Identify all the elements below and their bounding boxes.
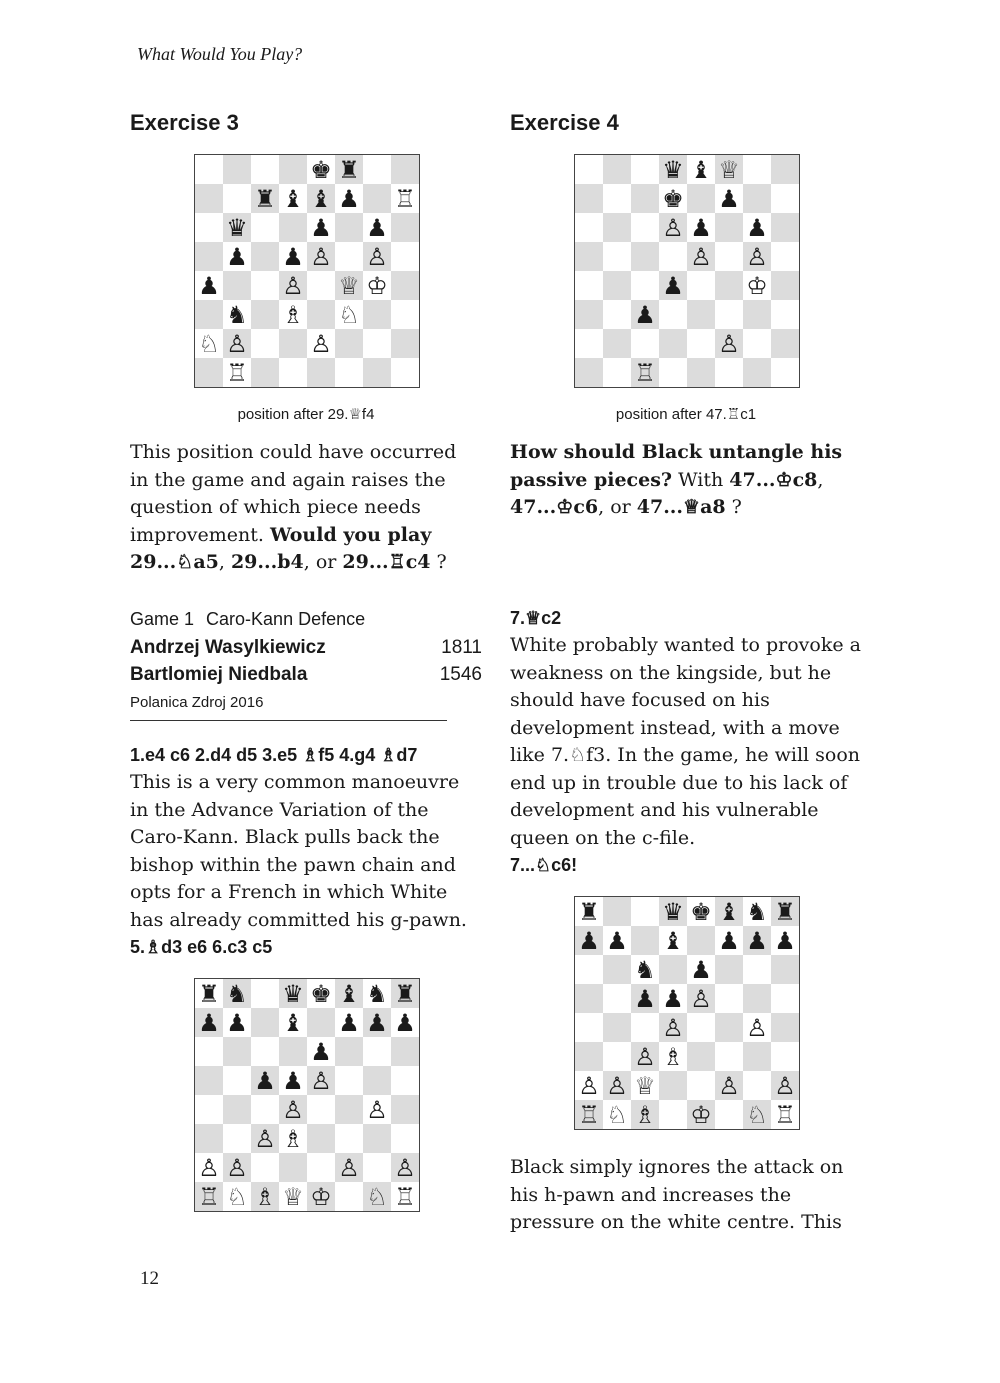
board-square	[631, 213, 659, 242]
exercise-4-title: Exercise 4	[510, 110, 619, 135]
white-pawn-icon: ♙	[279, 271, 307, 300]
board-square	[575, 300, 603, 329]
black-pawn-icon: ♟	[251, 1066, 279, 1095]
board-square	[223, 1124, 251, 1153]
white-pawn-icon: ♙	[195, 1153, 223, 1182]
board-square	[391, 1124, 419, 1153]
black-pawn-icon: ♟	[335, 184, 363, 213]
game-title	[130, 606, 482, 634]
board-square	[307, 300, 335, 329]
board-square	[575, 955, 603, 984]
board-square	[279, 1153, 307, 1182]
game-header-divider	[130, 720, 447, 721]
board-square	[195, 1037, 223, 1066]
exercise-4-text: How should Black untangle his passive pieces? With 47...♔c8, 47...♔c6, or 47...♕a8 ?	[510, 441, 843, 518]
board-square	[659, 955, 687, 984]
exercise-3-board	[194, 154, 420, 388]
board-square	[279, 213, 307, 242]
board-square	[251, 329, 279, 358]
black-knight-icon: ♞	[223, 979, 251, 1008]
white-pawn-icon: ♙	[223, 329, 251, 358]
board-square	[743, 184, 771, 213]
board-square	[363, 1124, 391, 1153]
board-square	[575, 184, 603, 213]
white-pawn-icon: ♙	[603, 1071, 631, 1100]
board-square	[715, 1013, 743, 1042]
white-queen-icon: ♕	[631, 1071, 659, 1100]
board-square	[687, 1013, 715, 1042]
board-square	[631, 926, 659, 955]
board-square	[251, 1008, 279, 1037]
board-square	[195, 358, 223, 387]
board-square	[603, 329, 631, 358]
board-square	[363, 1066, 391, 1095]
black-pawn-icon: ♟	[715, 184, 743, 213]
board-square	[715, 984, 743, 1013]
board-square	[603, 955, 631, 984]
game-opening: Caro-Kann Defence	[206, 609, 366, 629]
black-queen-icon: ♛	[223, 213, 251, 242]
move-7-black: 7...♘c6!	[510, 855, 578, 875]
board-square	[251, 155, 279, 184]
position-after-7-board	[574, 896, 800, 1130]
black-bishop-icon: ♝	[279, 184, 307, 213]
black-pawn-icon: ♟	[575, 926, 603, 955]
black-pawn-icon: ♟	[743, 926, 771, 955]
board-square	[279, 1037, 307, 1066]
board-square	[743, 155, 771, 184]
board-square	[391, 358, 419, 387]
board-square	[603, 300, 631, 329]
black-bishop-icon: ♝	[715, 897, 743, 926]
comment-move-7-black: Black simply ignores the attack on his h-pawn and increases the pressure on the white centre. This	[510, 1156, 844, 1233]
black-pawn-icon: ♟	[279, 242, 307, 271]
white-bishop-icon: ♗	[279, 300, 307, 329]
black-bishop-icon: ♝	[279, 1008, 307, 1037]
board-square	[715, 1100, 743, 1129]
white-pawn-icon: ♙	[363, 242, 391, 271]
board-square	[603, 184, 631, 213]
black-pawn-icon: ♟	[335, 1008, 363, 1037]
white-rook-icon: ♖	[223, 358, 251, 387]
board-square	[743, 1071, 771, 1100]
board-square	[195, 1124, 223, 1153]
black-pawn-icon: ♟	[307, 213, 335, 242]
white-queen-icon: ♕	[279, 1182, 307, 1211]
board-square	[687, 271, 715, 300]
board-square	[391, 300, 419, 329]
black-player-row	[130, 661, 482, 689]
board-square	[363, 184, 391, 213]
black-queen-icon: ♛	[659, 897, 687, 926]
board-square	[223, 271, 251, 300]
board-square	[631, 329, 659, 358]
black-pawn-icon: ♟	[195, 1008, 223, 1037]
black-player-name: Bartlomiej Niedbala	[130, 664, 308, 685]
board-square	[391, 1095, 419, 1124]
board-square	[307, 1153, 335, 1182]
board-square	[223, 1037, 251, 1066]
black-bishop-icon: ♝	[687, 155, 715, 184]
board-square	[659, 358, 687, 387]
board-square	[771, 271, 799, 300]
board-square	[251, 358, 279, 387]
white-knight-icon: ♘	[223, 1182, 251, 1211]
black-pawn-icon: ♟	[743, 213, 771, 242]
white-queen-icon: ♕	[335, 271, 363, 300]
board-square	[603, 358, 631, 387]
board-square	[603, 897, 631, 926]
black-pawn-icon: ♟	[659, 271, 687, 300]
white-knight-icon: ♘	[603, 1100, 631, 1129]
board-square	[631, 271, 659, 300]
game-number: Game 1	[130, 609, 195, 629]
board-square	[687, 329, 715, 358]
board-square	[251, 271, 279, 300]
black-pawn-icon: ♟	[771, 926, 799, 955]
white-rook-icon: ♖	[195, 1182, 223, 1211]
white-rook-icon: ♖	[575, 1100, 603, 1129]
black-pawn-icon: ♟	[631, 984, 659, 1013]
board-square	[771, 300, 799, 329]
board-square	[575, 329, 603, 358]
board-square	[363, 1153, 391, 1182]
board-square	[363, 358, 391, 387]
comment-moves-1-4: This is a very common manoeuvre in the Advance Variation of the Caro-Kann. Black pulls back the bishop within the pawn chain and opts for a French in which White has already committed his g-pawn.	[130, 771, 467, 931]
black-pawn-icon: ♟	[363, 213, 391, 242]
white-pawn-icon: ♙	[307, 242, 335, 271]
board-square	[659, 1071, 687, 1100]
black-pawn-icon: ♟	[391, 1008, 419, 1037]
board-square	[743, 984, 771, 1013]
board-square	[251, 213, 279, 242]
board-square	[335, 1095, 363, 1124]
white-pawn-icon: ♙	[771, 1071, 799, 1100]
white-pawn-icon: ♙	[659, 1013, 687, 1042]
white-pawn-icon: ♙	[687, 984, 715, 1013]
comment-move-7: White probably wanted to provoke a weakness on the kingside, but he should have focused on his development instead, with a move like 7.♘f3. In the game, he will soon end up in trouble due to his lack of development and his vulnerable queen on the c-file.	[510, 634, 861, 849]
board-square	[603, 213, 631, 242]
board-square	[335, 1182, 363, 1211]
board-square	[391, 329, 419, 358]
board-square	[771, 184, 799, 213]
white-king-icon: ♔	[307, 1182, 335, 1211]
black-pawn-icon: ♟	[715, 926, 743, 955]
board-square	[687, 1042, 715, 1071]
moves-1-4: 1.e4 c6 2.d4 d5 3.e5 ♗f5 4.g4 ♗d7	[130, 745, 418, 765]
board-square	[335, 329, 363, 358]
board-square	[715, 300, 743, 329]
white-pawn-icon: ♙	[743, 1013, 771, 1042]
board-square	[575, 984, 603, 1013]
board-square	[771, 1013, 799, 1042]
running-head: What Would You Play?	[137, 44, 303, 64]
moves-5-6: 5.♗d3 e6 6.c3 c5	[130, 937, 273, 957]
board-square	[223, 1095, 251, 1124]
board-square	[391, 271, 419, 300]
board-square	[687, 926, 715, 955]
board-square	[279, 358, 307, 387]
board-square	[251, 1037, 279, 1066]
exercise-3-caption: position after 29.♕f4	[237, 406, 375, 423]
white-bishop-icon: ♗	[631, 1100, 659, 1129]
white-pawn-icon: ♙	[251, 1124, 279, 1153]
board-square	[195, 184, 223, 213]
board-square	[771, 358, 799, 387]
black-bishop-icon: ♝	[307, 184, 335, 213]
board-square	[743, 329, 771, 358]
white-king-icon: ♔	[687, 1100, 715, 1129]
board-square	[335, 1037, 363, 1066]
game-header	[130, 606, 482, 717]
white-pawn-icon: ♙	[631, 1042, 659, 1071]
board-square	[335, 1124, 363, 1153]
white-knight-icon: ♘	[335, 300, 363, 329]
board-square	[391, 1037, 419, 1066]
board-square	[659, 1100, 687, 1129]
board-square	[659, 329, 687, 358]
board-square	[575, 1042, 603, 1071]
black-pawn-icon: ♟	[659, 984, 687, 1013]
black-rook-icon: ♜	[251, 184, 279, 213]
board-square	[687, 1071, 715, 1100]
black-pawn-icon: ♟	[363, 1008, 391, 1037]
board-square	[195, 1066, 223, 1095]
position-after-6-board	[194, 978, 420, 1212]
board-square	[279, 155, 307, 184]
board-square	[195, 300, 223, 329]
white-pawn-icon: ♙	[307, 1066, 335, 1095]
board-square	[743, 300, 771, 329]
black-knight-icon: ♞	[223, 300, 251, 329]
white-player-name: Andrzej Wasylkiewicz	[130, 636, 326, 658]
board-square	[251, 300, 279, 329]
white-rook-icon: ♖	[631, 358, 659, 387]
board-square	[251, 1095, 279, 1124]
black-queen-icon: ♛	[279, 979, 307, 1008]
board-square	[603, 1042, 631, 1071]
black-rook-icon: ♜	[575, 897, 603, 926]
black-rook-icon: ♜	[335, 155, 363, 184]
black-king-icon: ♚	[307, 155, 335, 184]
white-pawn-icon: ♙	[335, 1153, 363, 1182]
board-square	[251, 979, 279, 1008]
exercise-3-title: Exercise 3	[130, 110, 239, 135]
board-square	[575, 1013, 603, 1042]
board-square	[715, 955, 743, 984]
black-bishop-icon: ♝	[335, 979, 363, 1008]
board-square	[575, 242, 603, 271]
black-knight-icon: ♞	[363, 979, 391, 1008]
white-knight-icon: ♘	[363, 1182, 391, 1211]
board-square	[771, 213, 799, 242]
board-square	[307, 1124, 335, 1153]
board-square	[307, 1008, 335, 1037]
board-square	[363, 329, 391, 358]
move-7-white: 7.♕c2	[510, 608, 562, 628]
white-bishop-icon: ♗	[279, 1124, 307, 1153]
black-rook-icon: ♜	[771, 897, 799, 926]
white-king-icon: ♔	[363, 271, 391, 300]
white-pawn-icon: ♙	[391, 1153, 419, 1182]
board-square	[335, 1066, 363, 1095]
board-square	[631, 184, 659, 213]
white-pawn-icon: ♙	[363, 1095, 391, 1124]
board-square	[575, 271, 603, 300]
black-knight-icon: ♞	[743, 897, 771, 926]
exercise-3-text: This position could have occurred in the game and again raises the question of which piece needs improvement. Would you play 29...♘a5, 29...b4, or 29...♖c4 ?	[130, 441, 457, 573]
board-square	[391, 155, 419, 184]
white-pawn-icon: ♙	[307, 329, 335, 358]
board-square	[687, 358, 715, 387]
board-square	[307, 271, 335, 300]
white-pawn-icon: ♙	[687, 242, 715, 271]
board-square	[575, 155, 603, 184]
black-bishop-icon: ♝	[659, 926, 687, 955]
black-pawn-icon: ♟	[223, 1008, 251, 1037]
black-pawn-icon: ♟	[279, 1066, 307, 1095]
black-pawn-icon: ♟	[687, 955, 715, 984]
board-square	[223, 155, 251, 184]
white-player-row	[130, 634, 482, 662]
board-square	[603, 271, 631, 300]
white-bishop-icon: ♗	[251, 1182, 279, 1211]
board-square	[631, 242, 659, 271]
white-rook-icon: ♖	[391, 184, 419, 213]
board-square	[363, 300, 391, 329]
board-square	[279, 329, 307, 358]
board-square	[743, 1042, 771, 1071]
black-pawn-icon: ♟	[631, 300, 659, 329]
black-pawn-icon: ♟	[307, 1037, 335, 1066]
board-square	[603, 984, 631, 1013]
board-square	[631, 897, 659, 926]
board-square	[743, 955, 771, 984]
board-square	[223, 184, 251, 213]
board-square	[603, 155, 631, 184]
board-square	[715, 213, 743, 242]
white-pawn-icon: ♙	[659, 213, 687, 242]
white-pawn-icon: ♙	[715, 1071, 743, 1100]
board-square	[603, 242, 631, 271]
board-square	[575, 213, 603, 242]
board-square	[363, 1037, 391, 1066]
board-square	[575, 358, 603, 387]
board-square	[363, 155, 391, 184]
white-pawn-icon: ♙	[575, 1071, 603, 1100]
white-rook-icon: ♖	[771, 1100, 799, 1129]
black-pawn-icon: ♟	[223, 242, 251, 271]
black-rook-icon: ♜	[391, 979, 419, 1008]
board-square	[223, 1066, 251, 1095]
board-square	[715, 358, 743, 387]
black-knight-icon: ♞	[631, 955, 659, 984]
board-square	[687, 184, 715, 213]
board-square	[631, 1013, 659, 1042]
white-player-elo: 1811	[441, 636, 482, 658]
board-square	[391, 242, 419, 271]
white-queen-icon: ♕	[715, 155, 743, 184]
board-square	[335, 242, 363, 271]
black-pawn-icon: ♟	[687, 213, 715, 242]
board-square	[771, 1042, 799, 1071]
board-square	[631, 155, 659, 184]
exercise-4-board	[574, 154, 800, 388]
black-queen-icon: ♛	[659, 155, 687, 184]
board-square	[771, 155, 799, 184]
white-king-icon: ♔	[743, 271, 771, 300]
board-square	[771, 955, 799, 984]
board-square	[715, 1042, 743, 1071]
board-square	[771, 984, 799, 1013]
board-square	[659, 242, 687, 271]
black-king-icon: ♚	[307, 979, 335, 1008]
board-square	[335, 358, 363, 387]
board-square	[715, 271, 743, 300]
board-square	[687, 300, 715, 329]
board-square	[195, 155, 223, 184]
board-square	[307, 1095, 335, 1124]
board-square	[603, 1013, 631, 1042]
board-square	[715, 242, 743, 271]
white-bishop-icon: ♗	[659, 1042, 687, 1071]
board-square	[771, 242, 799, 271]
board-square	[307, 358, 335, 387]
board-square	[391, 1066, 419, 1095]
white-knight-icon: ♘	[195, 329, 223, 358]
black-king-icon: ♚	[659, 184, 687, 213]
page-number: 12	[140, 1268, 159, 1289]
board-square	[771, 329, 799, 358]
board-square	[195, 213, 223, 242]
black-pawn-icon: ♟	[603, 926, 631, 955]
white-knight-icon: ♘	[743, 1100, 771, 1129]
black-pawn-icon: ♟	[195, 271, 223, 300]
board-square	[251, 242, 279, 271]
white-rook-icon: ♖	[391, 1182, 419, 1211]
board-square	[251, 1153, 279, 1182]
game-event: Polanica Zdroj 2016	[130, 693, 264, 711]
black-king-icon: ♚	[687, 897, 715, 926]
board-square	[743, 358, 771, 387]
white-pawn-icon: ♙	[223, 1153, 251, 1182]
white-pawn-icon: ♙	[715, 329, 743, 358]
exercise-4-caption: position after 47.♖c1	[615, 406, 757, 423]
white-pawn-icon: ♙	[743, 242, 771, 271]
board-square	[335, 213, 363, 242]
board-square	[195, 1095, 223, 1124]
black-rook-icon: ♜	[195, 979, 223, 1008]
black-player-elo: 1546	[439, 664, 482, 685]
board-square	[391, 213, 419, 242]
board-square	[659, 300, 687, 329]
white-pawn-icon: ♙	[279, 1095, 307, 1124]
board-square	[195, 242, 223, 271]
